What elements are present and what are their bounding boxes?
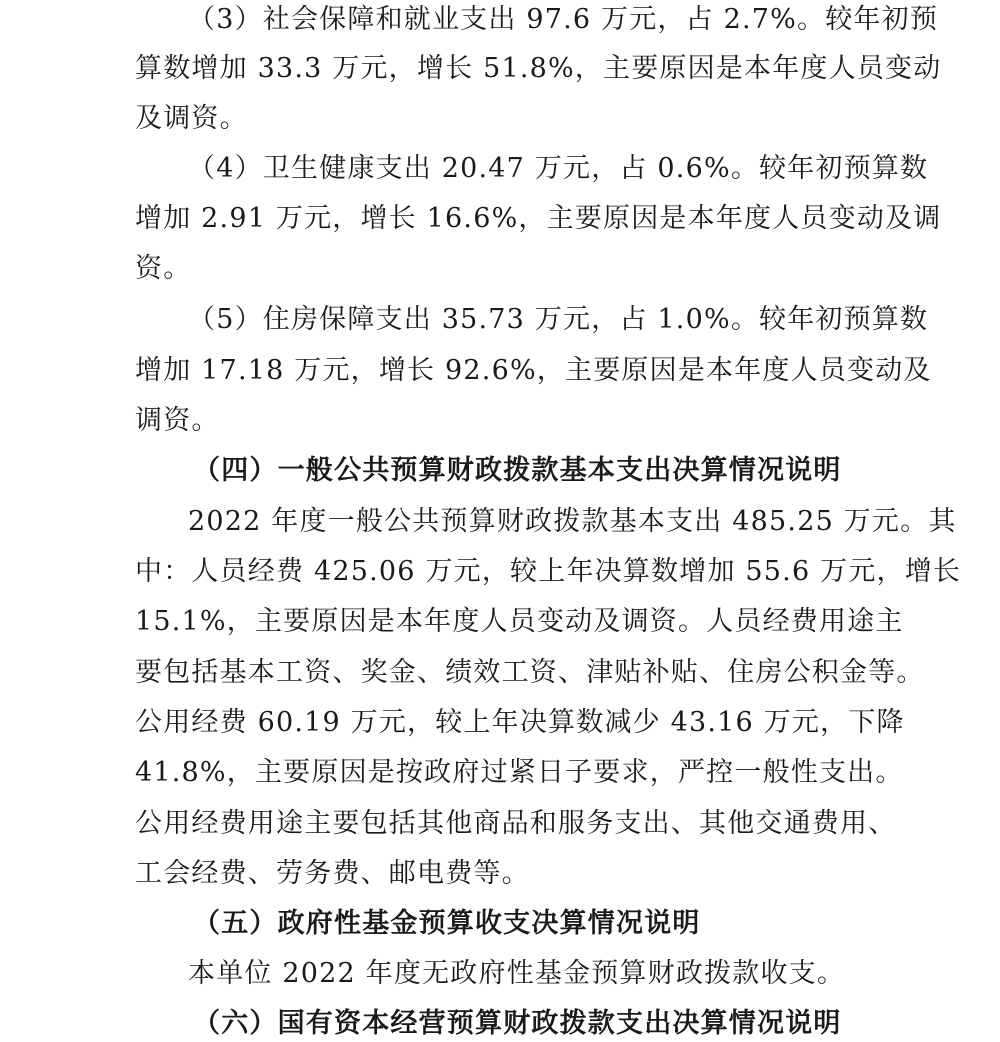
paragraph-basic-expenditure-line-4: 要包括基本工资、奖金、绩效工资、津贴补贴、住房公积金等。 [135, 657, 925, 688]
paragraph-basic-expenditure-line-8: 工会经费、劳务费、邮电费等。 [135, 858, 530, 889]
paragraph-social-security-line-2: 算数增加 33.3 万元，增长 51.8%，主要原因是本年度人员变动 [135, 53, 942, 84]
paragraph-social-security-line-1: （3）社会保障和就业支出 97.6 万元，占 2.7%。较年初预 [188, 4, 939, 35]
paragraph-housing-line-2: 增加 17.18 万元，增长 92.6%，主要原因是本年度人员变动及 [135, 355, 932, 386]
paragraph-health-line-3: 资。 [135, 253, 192, 284]
paragraph-housing-line-3: 调资。 [135, 405, 220, 436]
paragraph-basic-expenditure-line-3: 15.1%，主要原因是本年度人员变动及调资。人员经费用途主 [135, 606, 904, 637]
paragraph-basic-expenditure-line-1: 2022 年度一般公共预算财政拨款基本支出 485.25 万元。其 [188, 506, 957, 537]
paragraph-health-line-2: 增加 2.91 万元，增长 16.6%，主要原因是本年度人员变动及调 [135, 203, 942, 234]
paragraph-basic-expenditure-line-5: 公用经费 60.19 万元，较上年决算数减少 43.16 万元，下降 [135, 707, 905, 738]
paragraph-social-security-line-3: 及调资。 [135, 103, 248, 134]
paragraph-housing-line-1: （5）住房保障支出 35.73 万元，占 1.0%。较年初预算数 [188, 304, 929, 335]
paragraph-basic-expenditure-line-7: 公用经费用途主要包括其他商品和服务支出、其他交通费用、 [135, 808, 897, 839]
section-heading-5: （五）政府性基金预算收支决算情况说明 [193, 908, 701, 939]
paragraph-basic-expenditure-line-6: 41.8%，主要原因是按政府过紧日子要求，严控一般性支出。 [135, 757, 904, 788]
paragraph-basic-expenditure-line-2: 中：人员经费 425.06 万元，较上年决算数增加 55.6 万元，增长 [135, 556, 962, 587]
paragraph-government-fund: 本单位 2022 年度无政府性基金预算财政拨款收支。 [188, 958, 846, 989]
paragraph-health-line-1: （4）卫生健康支出 20.47 万元，占 0.6%。较年初预算数 [188, 153, 929, 184]
section-heading-6: （六）国有资本经营预算财政拨款支出决算情况说明 [193, 1008, 842, 1039]
section-heading-4: （四）一般公共预算财政拨款基本支出决算情况说明 [193, 455, 842, 486]
